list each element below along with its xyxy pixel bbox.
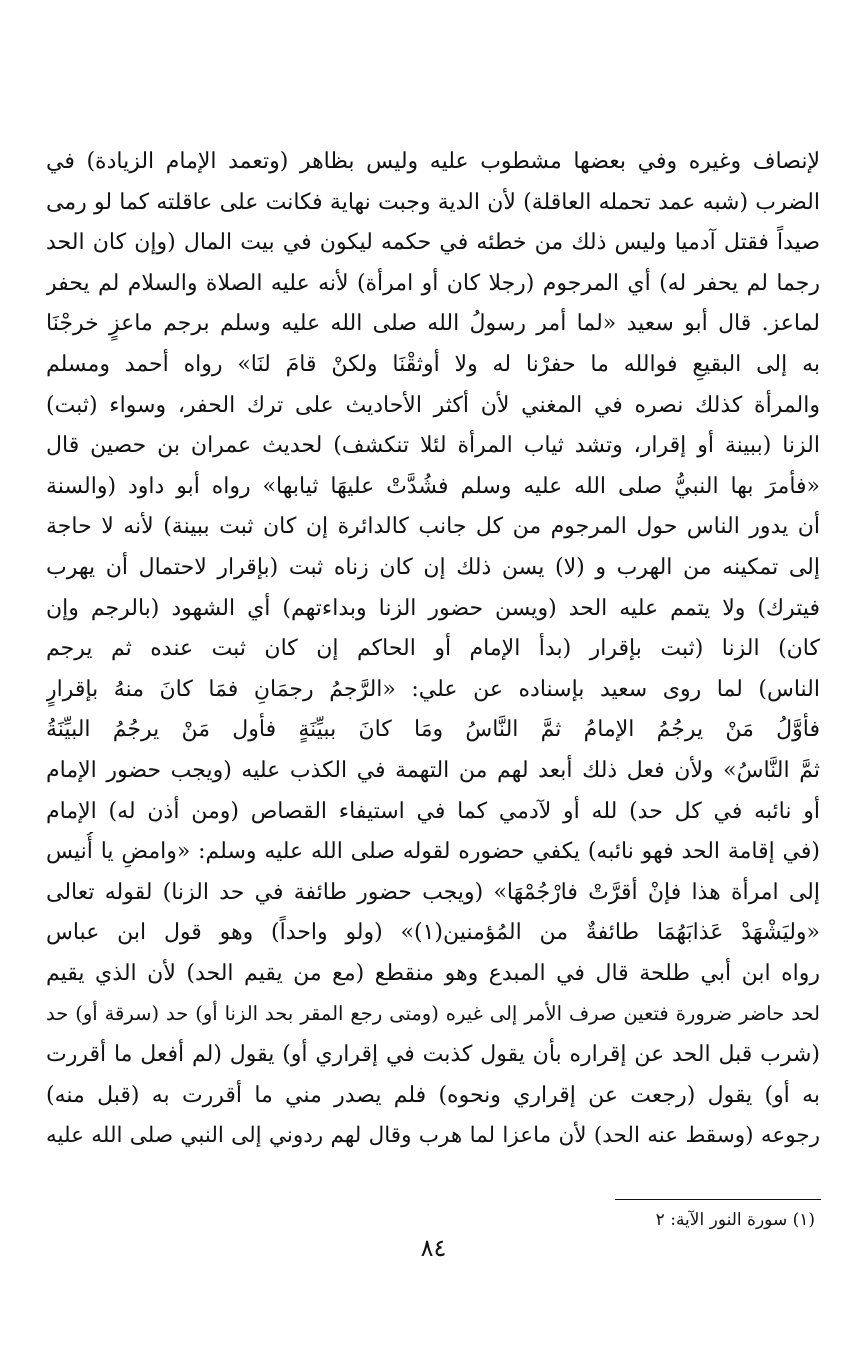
text-line: «وليَشْهَدْ عَذابَهُمَا طائفةٌ من المُؤمنين(١)» (ولو واحداً) وهو قول ابن عباس bbox=[46, 920, 820, 946]
text-line: الزنا (ببينة أو إقرار، وتشد ثياب المرأة لئلا تنكشف) لحديث عمران بن حصين قال bbox=[46, 433, 820, 459]
text-line: لماعز. قال أبو سعيد «لما أمر رسولُ الله صلى الله عليه وسلم برجم ماعزٍ خرجْنَا bbox=[46, 311, 820, 337]
text-line: «فأمرَ بها النبيُّ صلى الله عليه وسلم فشُدَّتْ عليهَا ثيابها» رواه أبو داود (والسنة bbox=[46, 473, 820, 499]
footnote: (١) سورة النور الآية: ٢ bbox=[655, 1210, 815, 1230]
text-line: رجما لم يحفر له) أي المرجوم (رجلا كان أو امرأة) لأنه عليه الصلاة والسلام لم يحفر bbox=[46, 270, 820, 296]
text-line: صيداً فقتل آدميا وليس ذلك من خطئه في حكمه ليكون في بيت المال (وإن كان الحد bbox=[46, 230, 820, 256]
text-line: لإنصاف وغيره وفي بعضها مشطوب عليه وليس بظاهر (وتعمد الإمام الزيادة) في bbox=[46, 149, 820, 174]
text-line: أن يدور الناس حول المرجوم من كل جانب كالدائرة إن كان ثبت ببينة) لأنه لا حاجة bbox=[46, 514, 820, 540]
text-line: (شرب قبل الحد عن إقراره بأن يقول كذبت في إقراري أو) يقول (لم أفعل ما أقررت bbox=[46, 1042, 820, 1068]
text-line: به أو) يقول (رجعت عن إقراري ونحوه) فلم يصدر مني ما أقررت به (قبل منه) bbox=[46, 1082, 820, 1108]
footnote-separator bbox=[615, 1199, 821, 1200]
text-line: الناس) لما روى سعيد بإسناده عن علي: «الرَّجمُ رجمَانِ فمَا كانَ منهُ بإقرارٍ bbox=[46, 676, 820, 702]
page-number: ٨٤ bbox=[420, 1234, 447, 1262]
text-line: به إلى البقيعِ فوالله ما حفرْنا له ولا أوثقْنَا ولكنْ قامَ لنَا» رواه أحمد ومسلم bbox=[46, 351, 820, 377]
text-line: لحد حاضر ضرورة فتعين صرف الأمر إلى غيره (ومتى رجع المقر بحد الزنا أو) حد (سرقة أو) حد bbox=[46, 1002, 820, 1026]
text-line: والمرأة كذلك نصره في المغني لأن أكثر الأحاديث على ترك الحفر، وسواء (ثبت) bbox=[46, 392, 820, 418]
text-line: الضرب (شبه عمد تحمله العاقلة) لأن الدية وجبت نهاية فكانت على عاقلته كما لو رمى bbox=[46, 189, 820, 215]
text-line: فأوَّلُ مَنْ يرجُمُ الإمامُ ثمَّ النَّاسُ ومَا كانَ ببيِّنَةٍ فأول مَنْ يرجُمُ البيِّنَةُ bbox=[46, 717, 820, 743]
text-line: ثمَّ النَّاسُ» ولأن فعل ذلك أبعد لهم من التهمة في الكذب عليه (ويجب حضور الإمام bbox=[46, 757, 820, 783]
text-line: أو نائبه في كل حد) لله أو لآدمي كما في استيفاء القصاص (ومن أذن له) الإمام bbox=[46, 798, 820, 824]
text-line: إلى تمكينه من الهرب و (لا) يسن ذلك إن كان زناه ثبت (بإقرار لاحتمال أن يهرب bbox=[46, 554, 820, 580]
text-line: (في إقامة الحد فهو نائبه) يكفي حضوره لقوله صلى الله عليه وسلم: «وامضِ يا أُنيس bbox=[46, 839, 820, 865]
text-line: فيترك) ولا يتمم عليه الحد (ويسن حضور الزنا وبداءتهم) أي الشهود (بالرجم وإن bbox=[46, 595, 820, 621]
body-text bbox=[46, 142, 820, 1157]
text-line: كان) الزنا (ثبت بإقرار (بدأ الإمام أو الحاكم إن كان ثبت عنده ثم يرجم bbox=[46, 636, 820, 662]
text-line: رواه ابن أبي طلحة قال في المبدع وهو منقطع (مع من يقيم الحد) لأن الذي يقيم bbox=[46, 960, 820, 986]
text-line: رجوعه (وسقط عنه الحد) لأن ماعزا لما هرب وقال لهم ردوني إلى النبي صلى الله عليه bbox=[46, 1123, 820, 1149]
text-line: إلى امرأة هذا فإنْ أقرَّتْ فارْجُمْهَا» (ويجب حضور طائفة في حد الزنا) لقوله تعالى bbox=[46, 879, 820, 905]
